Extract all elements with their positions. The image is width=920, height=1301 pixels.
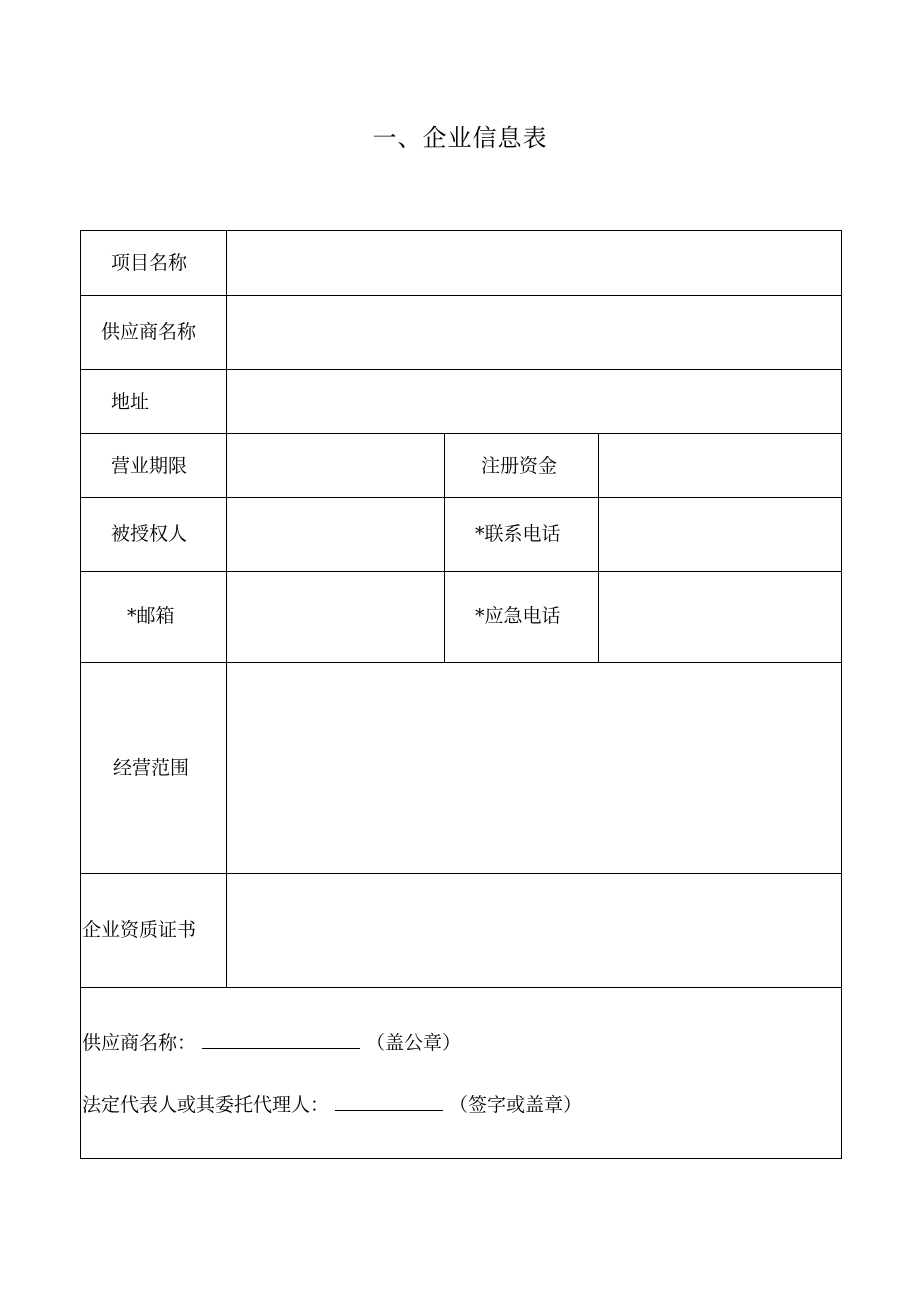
emergency-phone-field[interactable] [599,572,841,662]
emergency-phone-label: *应急电话 [475,605,561,627]
business-scope-label: 经营范围 [113,757,190,779]
registered-capital-field[interactable] [599,434,841,497]
contact-phone-label: *联系电话 [475,523,561,545]
qualification-field[interactable] [227,874,841,987]
project-name-field[interactable] [227,231,841,295]
row-divider [81,987,841,988]
authorized-person-label: 被授权人 [111,523,188,545]
enterprise-info-form [80,230,842,1159]
project-name-label: 项目名称 [111,252,188,274]
supplier-signature-label: 供应商名称： [82,1032,197,1054]
representative-signature-blank[interactable] [335,1096,443,1111]
representative-signature-label: 法定代表人或其委托代理人： [82,1094,330,1116]
column-divider [444,433,445,662]
supplier-seal-note: （盖公章） [366,1032,462,1054]
authorized-person-field[interactable] [227,498,444,571]
representative-signature-line [82,1096,582,1115]
contact-phone-field[interactable] [599,498,841,571]
email-field[interactable] [227,572,444,662]
page-title: 一、企业信息表 [372,124,548,152]
address-field[interactable] [227,370,841,433]
email-label: *邮箱 [127,605,175,627]
address-label: 地址 [111,391,150,413]
business-term-field[interactable] [227,434,444,497]
supplier-signature-blank[interactable] [202,1034,360,1049]
business-scope-field[interactable] [227,663,841,873]
supplier-name-field[interactable] [227,296,841,369]
qualification-label: 企业资质证书 [82,919,197,941]
supplier-name-label: 供应商名称 [101,321,197,343]
registered-capital-label: 注册资金 [481,455,558,477]
supplier-signature-line [82,1034,461,1053]
representative-seal-note: （签字或盖章） [449,1094,583,1116]
business-term-label: 营业期限 [111,455,188,477]
